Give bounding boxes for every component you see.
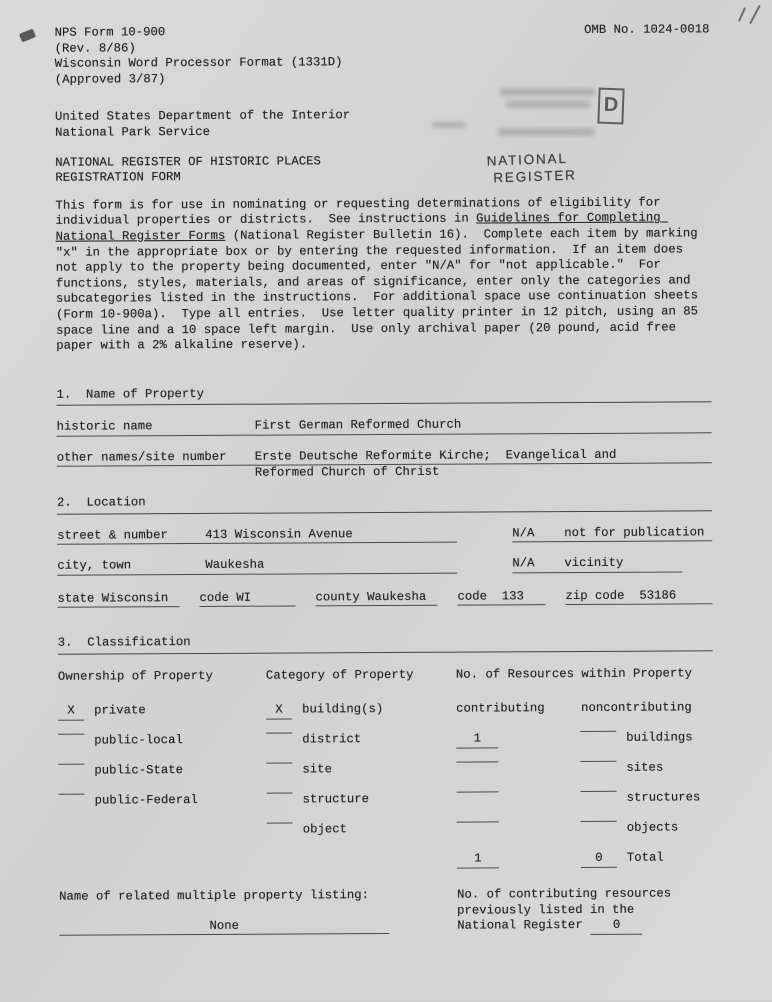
- boxed-d-letter: D: [603, 93, 619, 117]
- category-option-district: [266, 732, 456, 763]
- agency-block: [55, 107, 710, 142]
- city-na-line: [512, 556, 682, 573]
- street-value: 413 Wisconsin Avenue: [205, 526, 353, 542]
- checkbox-private: X: [58, 704, 84, 721]
- street-line: [57, 526, 457, 545]
- other-names-value-line2: Reformed Church of Christ: [254, 465, 440, 481]
- category-option-site: [266, 762, 456, 793]
- resource-row-objects: [457, 820, 714, 851]
- section1-heading: 1. Name of Property: [56, 384, 711, 406]
- contributing-total-blank: 1: [457, 851, 499, 868]
- state-row: [57, 588, 712, 608]
- checkbox-public-state: [58, 764, 84, 765]
- city-row: [57, 556, 712, 576]
- resources-subheader-row: [456, 700, 713, 731]
- option-label: object: [302, 822, 348, 837]
- historic-name-label: historic name: [56, 419, 153, 435]
- option-label: site: [302, 762, 332, 777]
- option-label: public-State: [94, 763, 184, 778]
- omb-number: OMB No. 1024-0018: [584, 22, 710, 37]
- county-segment: county Waukesha: [315, 590, 437, 607]
- city-na-value: N/A: [512, 556, 535, 571]
- historic-name-line: [57, 417, 712, 437]
- form-header: [55, 22, 710, 88]
- agency-line2: National Park Service: [55, 124, 211, 140]
- instructions-part1: This form is for use in nominating or requesting determinations of eligibility for individual properties or districts. See instructions in: [55, 195, 668, 229]
- checkbox-buildings: X: [266, 703, 292, 720]
- noncontributing-blank: [580, 761, 616, 762]
- historic-name-row: [57, 417, 712, 437]
- previously-listed-value: 0: [591, 918, 643, 935]
- checkbox-structure: [267, 793, 293, 794]
- resource-label: sites: [626, 760, 664, 775]
- zip-code-segment: zip code 53186: [565, 588, 712, 605]
- street-na-value: N/A: [512, 525, 535, 540]
- form-title-block: [55, 152, 710, 187]
- national-register-label: National Register: [457, 918, 583, 933]
- noncontributing-header: noncontributing: [581, 700, 692, 716]
- street-label: street & number: [57, 527, 168, 543]
- not-for-publication-label: not for publication: [564, 524, 705, 540]
- ownership-option-public-local: [58, 733, 266, 764]
- instructions-underlined-title: Guidelines for Completing National Register Forms: [55, 210, 669, 244]
- related-listing-label: Name of related multiple property listing:: [59, 888, 370, 904]
- bottom-block: [59, 886, 714, 937]
- instructions-paragraph: [55, 195, 711, 354]
- ownership-option-private: [58, 703, 266, 734]
- form-header-left: [55, 24, 343, 88]
- previously-listed-block: [457, 886, 714, 935]
- resource-row-buildings: [456, 730, 713, 761]
- classification-grid: [58, 666, 714, 883]
- previously-listed-line2: previously listed in the: [457, 902, 635, 918]
- resource-row-total: [457, 850, 714, 881]
- noncontributing-blank: [580, 731, 616, 732]
- checkbox-district: [266, 733, 292, 734]
- resource-row-sites: [456, 760, 713, 791]
- instructions-part2: (National Register Bulletin 16). Complete each item by marking "x" in the appropriate box or by entering the requested information. If an item does not apply to the property being documented, enter "N/A" for "not applicable." For functions, styles, materials, and areas of significance, enter only the categories and subcategories listed in the instructions. For additional space use continuation sheets (Form 10-900a). Type all entries. Use letter quality printer in 12 pitch, using an 85 space line and a 10 space left margin. Use only archival paper (20 pound, acid free paper with a 2% alkaline reserve).: [55, 226, 706, 353]
- previously-listed-line3: [457, 918, 714, 936]
- street-row: [57, 525, 712, 545]
- contributing-header: contributing: [456, 701, 545, 716]
- noncontributing-blank: [581, 791, 617, 792]
- resource-label: Total: [626, 850, 664, 865]
- category-option-structure: [267, 792, 457, 823]
- contributing-blank: 1: [456, 731, 498, 748]
- state-segment: state Wisconsin: [57, 591, 179, 608]
- vicinity-label: vicinity: [564, 556, 624, 571]
- option-label: public-local: [94, 733, 183, 748]
- category-column: [266, 668, 457, 883]
- resources-column: [456, 666, 714, 881]
- section2-heading: 2. Location: [57, 492, 712, 514]
- form-number: NPS Form 10-900: [54, 25, 166, 40]
- previously-listed-line1: No. of contributing resources: [457, 886, 672, 902]
- historic-name-value: First German Reformed Church: [254, 417, 462, 433]
- contributing-blank: [457, 791, 499, 792]
- ownership-option-public-state: [58, 763, 266, 794]
- city-value: Waukesha: [205, 557, 265, 573]
- ownership-option-public-federal: [59, 793, 267, 824]
- form-wp-format: Wisconsin Word Processor Format (1331D): [54, 55, 343, 71]
- resources-column-header: No. of Resources within Property: [455, 666, 693, 682]
- resource-label: buildings: [626, 730, 693, 745]
- section3-heading: 3. Classification: [58, 633, 713, 655]
- city-label: city, town: [57, 558, 132, 573]
- form-title-line1: NATIONAL REGISTER OF HISTORIC PLACES: [55, 153, 321, 170]
- resource-label: objects: [626, 820, 679, 835]
- checkbox-public-federal: [59, 794, 85, 795]
- related-listing-value-line: [59, 918, 389, 936]
- form-revision: (Rev. 8/86): [54, 40, 136, 56]
- agency-line1: United States Department of the Interior: [54, 108, 351, 125]
- ownership-column-header: Ownership of Property: [57, 668, 213, 684]
- stamp-line1: NATIONAL: [486, 150, 568, 169]
- resource-row-structures: [457, 790, 714, 821]
- contributing-blank: [457, 821, 499, 822]
- checkbox-public-local: [58, 734, 84, 735]
- city-line: [57, 557, 457, 576]
- option-label: building(s): [302, 702, 384, 717]
- checkbox-object: [267, 823, 293, 824]
- related-listing-value: None: [209, 918, 240, 933]
- category-option-object: [267, 822, 457, 853]
- resource-label: structures: [626, 790, 701, 805]
- county-code-segment: code 133: [457, 589, 545, 606]
- checkbox-site: [266, 763, 292, 764]
- option-label: private: [94, 703, 146, 718]
- other-names-value-line1: Erste Deutsche Reformite Kirche; Evangelical and: [254, 447, 617, 464]
- ownership-column: [58, 669, 267, 884]
- street-na-line: [512, 525, 712, 543]
- option-label: district: [302, 732, 362, 747]
- option-label: structure: [302, 792, 370, 807]
- form-approved: (Approved 3/87): [54, 71, 166, 87]
- noncontributing-blank: [581, 821, 617, 822]
- noncontributing-total-blank: 0: [581, 851, 617, 868]
- stamp-line2: REGISTER: [493, 167, 577, 186]
- category-option-buildings: [266, 702, 456, 733]
- state-code-segment: code WI: [199, 590, 295, 607]
- related-listing-block: [59, 888, 457, 938]
- category-column-header: Category of Property: [265, 667, 414, 683]
- option-label: public-Federal: [94, 793, 198, 808]
- form-title-line2: REGISTRATION FORM: [55, 170, 181, 185]
- other-names-label: other names/site number: [56, 449, 227, 465]
- contributing-blank: [456, 761, 498, 762]
